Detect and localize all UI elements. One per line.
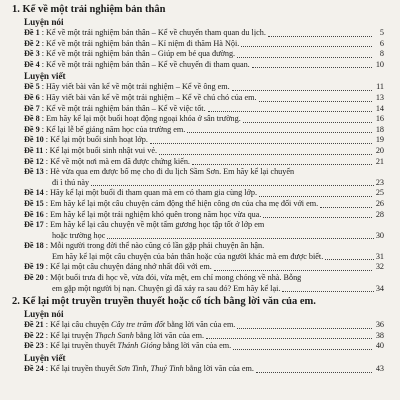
page-number: 25 [375, 188, 384, 198]
leader-dots [187, 132, 372, 133]
leader-dots [232, 90, 372, 91]
toc-entry-continuation[interactable]: hoặc trường học 30 [52, 230, 384, 240]
section-title-1: 1. Kể về một trải nghiệm bản thân [12, 4, 166, 15]
toc-entry[interactable]: Đề 11 : Kể lại một buổi sinh nhật vui vẻ. 20 [24, 145, 384, 155]
toc-entry[interactable]: Đề 2 : Kể về một trải nghiệm bản thân – Kỉ niệm đi thăm Hà Nội. 6 [24, 38, 384, 48]
toc-entry[interactable]: Đề 6 : Hãy viết bài văn kể về một trải nghiệm – Kể về chú chó của em. 13 [24, 92, 384, 102]
leader-dots [320, 207, 372, 208]
subsection-writing-1: Luyện viết [24, 71, 66, 82]
toc-entry[interactable]: Đề 8 : Em hãy kể lại một buổi hoạt động ngoại khóa ở sân trường. 16 [24, 114, 384, 124]
page-number: 38 [375, 330, 384, 340]
toc-entry[interactable]: Đề 19 : Kể lại một câu chuyện đáng nhớ nhất đối với em. 32 [24, 262, 384, 272]
toc-entry[interactable]: Đề 1 : Kể về một trải nghiệm bản thân – Kể về chuyến tham quan du lịch. 5 [24, 28, 384, 37]
subsection-speaking-2: Luyện nói [24, 309, 64, 320]
leader-dots [241, 46, 372, 47]
leader-dots [91, 185, 374, 186]
page-number: 19 [375, 135, 384, 145]
page-number: 21 [375, 156, 384, 166]
page-number: 11 [376, 82, 384, 92]
page-number: 13 [375, 92, 384, 102]
page-number: 28 [375, 209, 384, 219]
leader-dots [243, 122, 372, 123]
section-title-2: 2. Kể lại một truyền truyền thuyết hoặc cổ tích bằng lời văn của em. [12, 296, 316, 308]
page-number: 26 [375, 198, 384, 208]
leader-dots [150, 143, 372, 144]
toc-entry[interactable]: Đề 3 : Kể về một trải nghiệm bản thân – Giúp em bé qua đường. 8 [24, 49, 384, 59]
toc-list-speaking-1 [12, 28, 384, 70]
leader-dots [259, 196, 372, 197]
leader-dots [233, 349, 372, 350]
toc-entry[interactable]: Đề 14 : Hãy kể lại một buổi đi tham quan mà em có tham gia cùng lớp. 25 [24, 188, 384, 198]
toc-entry[interactable]: Đề 5 : Hãy viết bài văn kể về một trải nghiệm – Kể về ông em. 11 [24, 82, 384, 92]
leader-dots [268, 36, 372, 37]
subsection-writing-2: Luyện viết [24, 353, 66, 364]
toc-entry[interactable]: Đề 10 : Kể lại một buổi sinh hoạt lớp. 19 [24, 135, 384, 145]
toc-entry[interactable]: Đề 12 : Kể về một nơi mà em đã được chứng kiến. 21 [24, 156, 384, 166]
toc-entry[interactable]: Đề 15 : Em hãy kể lại một câu chuyện cảm động thể hiện công ơn của cha mẹ đối với em. 26 [24, 198, 384, 208]
leader-dots [325, 259, 374, 260]
page-number: 5 [379, 28, 384, 37]
page-number: 10 [375, 59, 384, 69]
toc-entry[interactable]: Đề 23 : Kể lại truyền thuyết Thánh Gióng bằng lời văn của em. 40 [24, 341, 384, 351]
toc-entry-continuation[interactable]: đi ì thú này 23 [52, 177, 384, 187]
page-number: 36 [375, 320, 384, 330]
toc-entry[interactable]: Đề 16 : Em hãy kể lại một trải nghiệm khó quên trong năm học vừa qua. 28 [24, 209, 384, 219]
toc-entry[interactable]: Đề 4 : Kể về một trải nghiệm bản thân – Kể về chuyến đi tham quan. 10 [24, 59, 384, 69]
leader-dots [237, 57, 372, 58]
leader-dots [237, 328, 372, 329]
leader-dots [282, 291, 373, 292]
page-number: 14 [375, 103, 384, 113]
toc-list-writing-2 [12, 364, 384, 375]
page-number: 32 [375, 262, 384, 272]
leader-dots [263, 217, 372, 218]
leader-dots [259, 101, 372, 102]
toc-list-speaking-2 [12, 320, 384, 352]
leader-dots [214, 270, 372, 271]
toc-entry-continuation[interactable]: Em hãy kể lại một câu chuyện của bản thân hoặc của người khác mà em được biết. 31 [52, 251, 384, 261]
toc-entry[interactable]: Đề 18 : Mỗi người trong đời thể nào cũng có lần gặp phải chuyện ân hận. [24, 241, 265, 251]
toc-entry[interactable]: Đề 9 : Kể lại lễ bế giảng năm học của trường em. 18 [24, 124, 384, 134]
leader-dots [159, 154, 372, 155]
leader-dots [206, 338, 372, 339]
page-number: 6 [379, 38, 384, 48]
leader-dots [192, 164, 372, 165]
page-number: 30 [375, 230, 384, 240]
toc-entry[interactable]: Đề 24 : Kể lại truyền thuyết Sơn Tinh, Thuỷ Tinh bằng lời văn của em. 43 [24, 364, 384, 374]
toc-entry[interactable]: Đề 7 : Kể về một trải nghiệm bản thân – Kể về việc tốt. 14 [24, 103, 384, 113]
toc-entry[interactable]: Đề 17 : Em hãy kể lại câu chuyện về một tấm gương học tập tốt ở lớp em [24, 220, 265, 230]
page-number: 34 [375, 283, 384, 293]
leader-dots [252, 67, 372, 68]
page-number: 23 [375, 177, 384, 187]
toc-list-writing-1 [12, 82, 384, 294]
page-number: 18 [375, 124, 384, 134]
page-number: 40 [375, 341, 384, 351]
toc-entry[interactable]: Đề 22 : Kể lại truyện Thạch Sanh bằng lời văn của em. 38 [24, 330, 384, 340]
leader-dots [107, 238, 373, 239]
leader-dots [256, 372, 372, 373]
toc-entry[interactable]: Đề 13 : Hè vừa qua em được bố mẹ cho đi du lịch Sầm Sơn. Em hãy kể lại chuyến [24, 167, 295, 177]
leader-dots [208, 111, 372, 112]
page-number: 31 [375, 251, 384, 261]
toc-entry[interactable]: Đề 21 : Kể lại câu chuyện Cây tre trăm đốt bằng lời văn của em. 36 [24, 320, 384, 330]
page-number: 20 [375, 145, 384, 155]
subsection-speaking-1: Luyện nói [24, 17, 64, 27]
toc-entry[interactable]: Đề 20 : Một buổi trưa đi học về, vừa đói, vừa mệt, em chỉ mong chóng về nhà. Bỗng [24, 273, 302, 283]
toc-entry-continuation[interactable]: em gặp một người bị nạn. Chuyện gì đã xảy ra sau đó? Em hãy kể lại. 34 [52, 283, 384, 293]
page-number: 43 [375, 364, 384, 374]
page-number: 16 [375, 114, 384, 124]
page-number: 8 [379, 49, 384, 59]
